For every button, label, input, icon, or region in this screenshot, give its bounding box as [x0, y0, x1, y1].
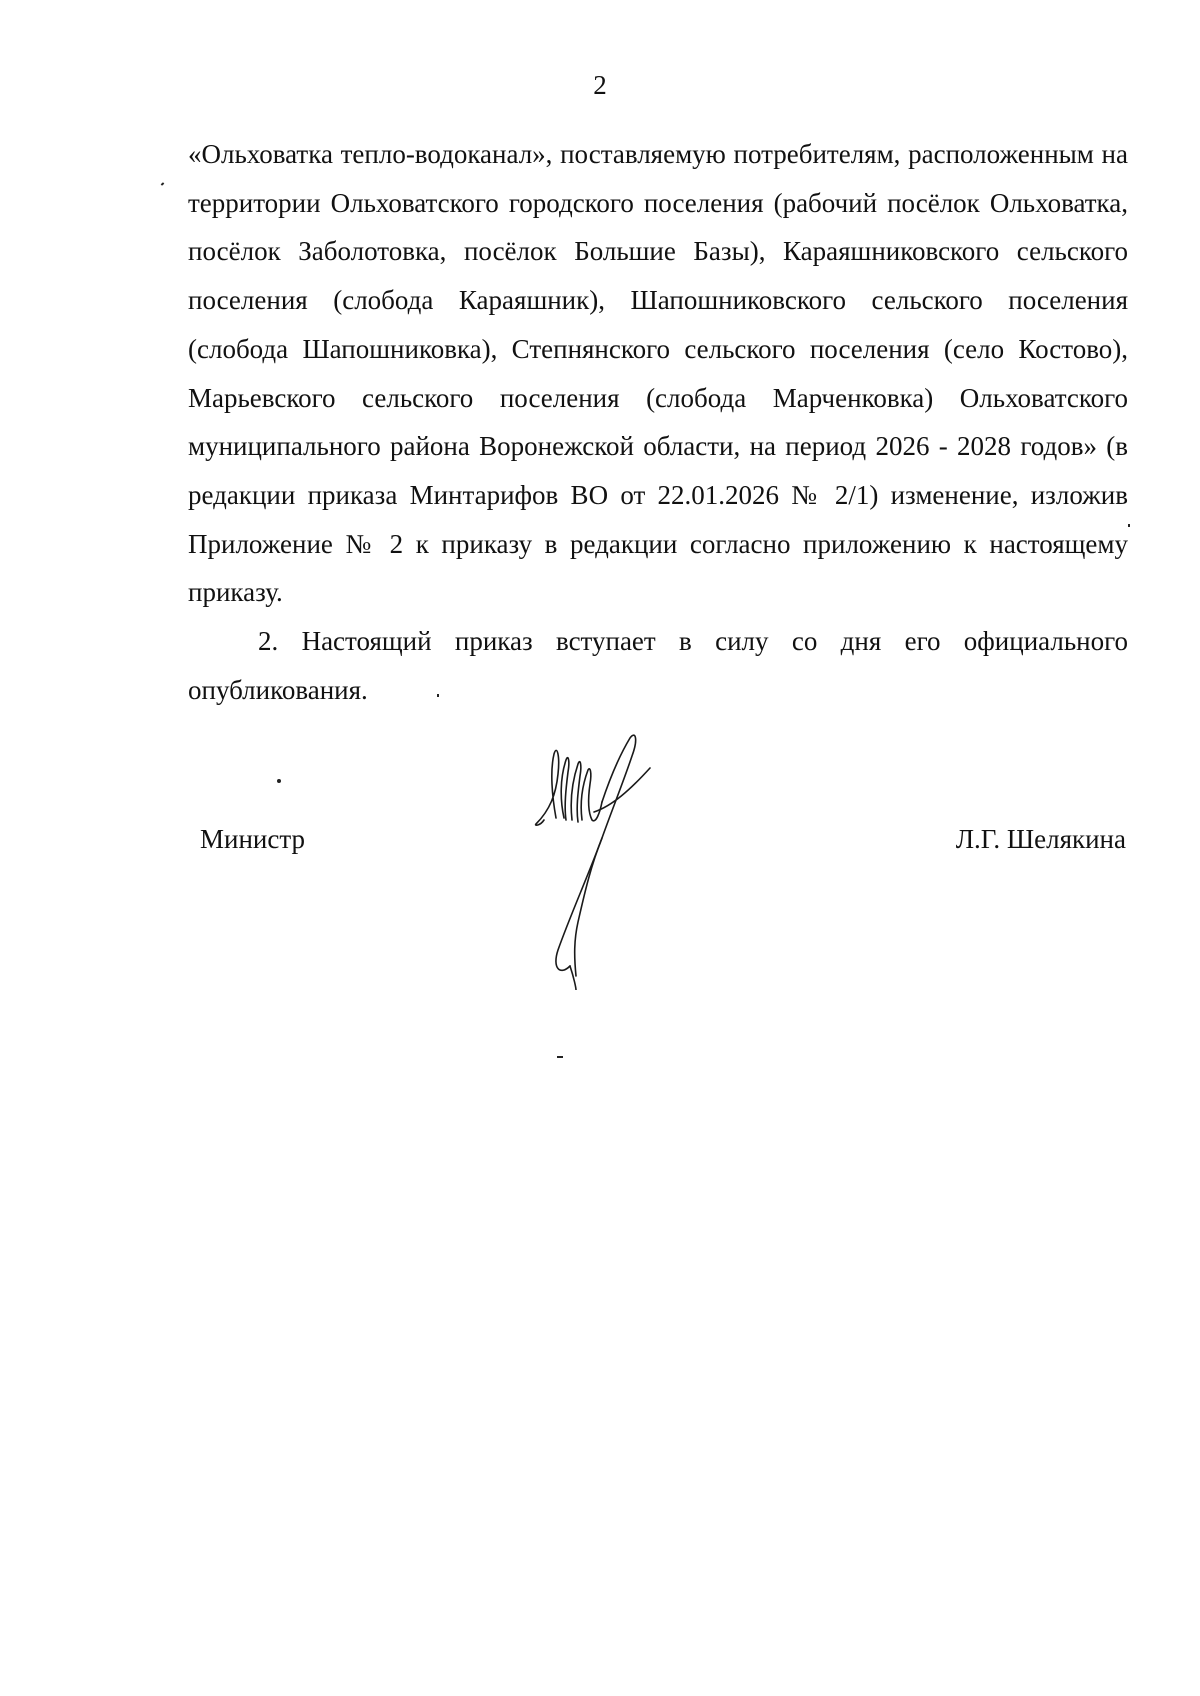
document-body	[188, 130, 1128, 714]
scan-speck	[557, 1056, 563, 1058]
signatory-name: Л.Г. Шелякина	[955, 824, 1126, 854]
paragraph-item-2: 2. Настоящий приказ вступает в силу со дня его официального опубликования.	[188, 626, 1128, 705]
paragraph-continued: «Ольховатка тепло-водоканал», поставляемую потребителям, расположенным на территории Ольховатского городского поселения (рабочий посёлок Ольховатка, посёлок Заболотовка, посёлок Большие Базы), Караяшниковского сельского поселения (слобода Караяшник), Шапошниковского сельского поселения (слобода Шапошниковка), Степнянского сельского поселения (село Костово), Марьевского сельского поселения (слобода Марченковка) Ольховатского муниципального района Воронежской области, на период 2026 - 2028 годов» (в редакции приказа Минтарифов ВО от 22.01.2026 № 2/1) изменение, изложив Приложение № 2 к приказу в редакции согласно приложению к настоящему приказу.	[188, 139, 1128, 608]
scan-speck	[1128, 524, 1130, 527]
page-number: 2	[593, 70, 607, 100]
scan-speck	[437, 694, 439, 697]
handwritten-signature	[530, 726, 680, 990]
scan-speck	[277, 779, 281, 783]
signatory-title: Министр	[200, 824, 305, 854]
scan-speck	[161, 182, 165, 185]
